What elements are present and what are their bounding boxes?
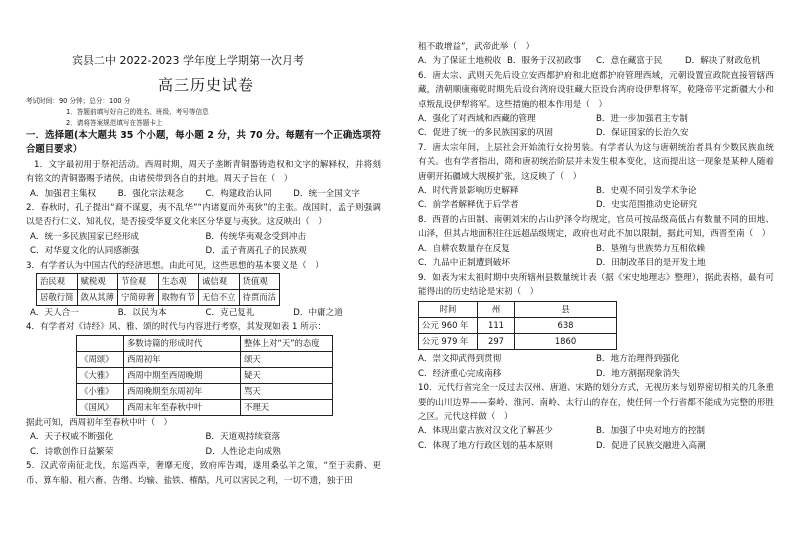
table-cell [77,335,124,351]
option[interactable]: A．体现出蒙古族对汉文化了解甚少 [418,426,553,437]
question-2-options-row1 [26,230,381,244]
option[interactable]: D．中庸之道 [293,308,343,319]
option[interactable]: C．促进了统一的多民族国家的巩固 [418,128,553,139]
table-row [37,274,280,290]
table-cell: 无信不立 [199,290,240,306]
table-cell: 骂天 [241,383,333,399]
question-1-options [26,187,381,201]
table-cell: 《周颂》 [77,351,124,367]
table-cell: 西周中期至西周晚期 [124,367,241,383]
question-9-table [418,301,617,350]
option[interactable]: A．加强君主集权 [30,188,97,199]
option[interactable]: D．促进了民族交融进入高潮 [596,440,706,451]
question-5-options-row1 [418,54,774,68]
question-4-options-row2 [26,445,381,459]
table-row [77,383,333,399]
table-cell: 638 [515,318,617,334]
table-row [77,399,333,415]
option[interactable]: D．保证国家的长治久安 [596,128,689,139]
table-cell: 111 [478,318,515,334]
table-cell: 时间 [419,302,478,318]
table-cell: 居敬行简 [37,290,78,306]
right-column [418,40,774,453]
option[interactable]: B．天道观持续衰落 [205,432,281,443]
table-row [419,334,617,350]
table-cell: 297 [478,334,515,350]
table-cell: 敛从其薄 [77,290,118,306]
table-row [37,290,280,306]
question-9-stem: 9．如表为宋太祖时期中央所辖州县数量统计表（据《宋史地理志》整理），据此表格，最有可能得出的历史结论是宋初（ ） [418,272,774,297]
table-cell: 公元 960 年 [419,318,478,334]
exam-title: 宾县二中 2022-2023 学年度上学期第一次月考 [72,54,304,67]
question-10-options-row1 [418,424,774,438]
option[interactable]: D．解决了财政危机 [685,56,761,67]
table-cell: 节俭观 [118,274,159,290]
option[interactable]: B．进一步加强君主专制 [596,114,688,125]
table-cell: 颂天 [241,351,333,367]
option[interactable]: A．为了保证土地税收 [418,56,502,67]
table-cell: 整体上对“天”的态度 [241,335,333,351]
left-column [26,96,381,488]
option[interactable]: D．地方割据现象消失 [596,368,680,379]
option[interactable]: C．九品中正制遭到破坏 [418,258,510,269]
table-row [419,302,617,318]
option[interactable]: A．统一多民族国家已经形成 [30,231,140,242]
option[interactable]: B．加强了中央对地方的控制 [596,426,706,437]
option[interactable]: C．意在藏富于民 [596,56,663,67]
option[interactable]: D．统一全国文字 [293,188,361,199]
question-6-options-row2 [418,126,774,140]
question-8-options-row1 [418,242,774,256]
question-7-stem: 7．唐太宗年间，上层社会开始流行女扮男装。有学者认为这与唐朝统治者具有少数民族血统有关。也有学者指出，隋和唐初统治阶层并未发生根本变化，这而提出这一现象是某种人随着唐朝开拓疆域大规模扩张，这反映了（ ） [418,142,774,182]
note-2: 2．请将答案规范填写在答题卡上 [66,119,163,127]
table-cell: 1860 [515,334,617,350]
question-8-stem: 8．西晋的占田制、南朝刘宋的占山护泽令均规定，官员可按品级高低占有数量不同的田地、山泽，但其占地面积往往远超品级规定，政府也对此不加以限制，据此可知，西晋至南（ ） [418,214,774,240]
table-row [77,351,333,367]
option[interactable]: A．崇文抑武得到贯彻 [418,354,502,365]
table-cell: 《小雅》 [77,383,124,399]
option[interactable]: C．诗歌创作日益繁荣 [30,446,114,457]
question-9-options-row2 [418,367,774,381]
question-3-options [26,306,381,320]
table-cell: 公元 979 年 [419,334,478,350]
option[interactable]: D．史实范围推动史论研究 [596,200,698,211]
table-cell: 宁简毋奢 [118,290,159,306]
question-6-stem: 6．唐太宗、武则天先后设立安西都护府和北庭都护府管理西域，元朝设置宣政院直接管辖西藏，清朝顺康雍乾时期先后设台湾府设驻藏大臣设台湾府设伊犁将军，乾隆帝平定新疆大小和卓叛乱设伊犁将军。这些措施的根本作用是（ ） [418,70,774,110]
option[interactable]: A．天子权威不断强化 [30,432,114,443]
question-2-stem: 2．春秋时，孔子提出“裔不谋夏，夷不乱华”“内诸夏而外夷狄”的主张。战国时，孟子则强调以是否行仁义、知礼仪，是否接受华夏文化来区分华夏与夷狄。这反映出（ ） [26,203,381,228]
option[interactable]: C．经济重心完成南移 [418,368,502,379]
option[interactable]: B．垦殖与世族势力互相依赖 [596,243,706,254]
option[interactable]: B．地方治理得到强化 [596,354,680,365]
question-5-tail: 租不敢增益”，武帝此举（ ） [418,42,535,52]
table-cell: 西周末年至春秋中叶 [124,399,241,415]
option[interactable]: D．人性论走向成熟 [205,446,281,457]
question-6-options-row1 [418,112,774,126]
question-4-tail: 据此可知，西周初年至春秋中叶（ ） [26,417,173,428]
question-2-options-row2 [26,244,381,258]
option[interactable]: A．天人合一 [30,308,79,319]
table-cell: 待贾而沽 [239,290,280,306]
table-cell: 西周晚期至东周初年 [124,383,241,399]
table-cell: 货值观 [239,274,280,290]
option[interactable]: C．构建政治认同 [205,188,272,199]
table-cell: 生态观 [158,274,199,290]
question-7-options-row2 [418,198,774,212]
table-cell: 不理天 [241,399,333,415]
question-3-stem: 3．有学者认为中国古代的经济思想。由此可见，这些思想的基本要义是（ ） [26,260,324,271]
option[interactable]: A．强化了对西域和西藏的管理 [418,114,536,125]
question-4-stem: 4．有学者对《诗经》风、雅、颂的时代与内容进行考察，其发现如表 1 所示： [26,322,326,333]
table-cell: 赋税观 [77,274,118,290]
option[interactable]: B．传统华夷观念受到冲击 [205,231,306,242]
option[interactable]: D．田制改革目的是开发土地 [596,258,706,269]
table-cell: 《国风》 [77,399,124,415]
option[interactable]: B．服务于汉初政事 [507,56,582,67]
option[interactable]: C．体现了地方行政区划的基本原则 [418,440,553,451]
option[interactable]: B．以民为本 [117,308,167,319]
table-cell: 县 [515,302,617,318]
question-9-options-row1 [418,352,774,366]
table-cell: 州 [478,302,515,318]
note-1: 1．答题前填写好自己的姓名、班级、考号等信息 [66,108,209,116]
question-7-options-row1 [418,184,774,198]
table-cell: 取物有节 [158,290,199,306]
table-cell: 疑天 [241,367,333,383]
table-cell: 诚信观 [199,274,240,290]
option[interactable]: A．自耕农数量存在反复 [418,243,510,254]
option[interactable]: C．克己复礼 [205,308,255,319]
question-4-options-row1 [26,430,381,444]
question-3-table [36,273,280,306]
question-8-options-row2 [418,256,774,270]
table-row [77,335,333,351]
option[interactable]: B．史观不同引发学术争论 [596,186,697,197]
option[interactable]: C．对华夏文化的认同感渐强 [30,246,140,257]
option[interactable]: D．孟子背离孔子的民族观 [205,246,307,257]
exam-subject: 高三历史试卷 [158,76,255,94]
option[interactable]: B．强化宗法观念 [117,188,184,199]
question-10-options-row2 [418,439,774,453]
question-5-stem: 5．汉武帝南征北伐，东巡西幸，奢靡无度，致府库告竭，遂用桑弘羊之策，“至于卖爵、更币、算车船、租六畜、告缗、均输、盐铁、榷酤，凡可以害民之利，一切不遗，独于田 [26,461,381,486]
table-cell: 多数诗篇的形成时代 [124,335,241,351]
exam-info: 考试时间：90 分钟；总分：100 分 [26,97,131,105]
question-1-stem: 1．文字最初用于祭祀活动。西周时期，周天子垄断青铜器铸造权和文字的解释权，并将刻有铭文的青铜器赐予诸侯，由诸侯带到各自的封地。周天子旨在（ ） [26,159,381,185]
question-4-table [76,335,333,416]
table-row [419,318,617,334]
option[interactable]: C．前学者解释优于后学者 [418,200,519,211]
table-cell: 《大雅》 [77,367,124,383]
table-cell: 治民观 [37,274,78,290]
table-cell: 西周初年 [124,351,241,367]
section-heading: 一．选择题(本大题共 35 个小题，每小题 2 分，共 70 分。每题有一个正确选项符合题目要求） [26,130,381,156]
table-row [77,367,333,383]
option[interactable]: A．时代背景影响历史解释 [418,186,519,197]
question-10-stem: 10．元代行省完全一反过去汉州、唐道、宋路的划分方式，无视历来与划界密切相关的几条重要的山川边界——秦岭、淮河、南岭、太行山的存在，使任何一个行省都不能成为完整的形胜之区。元代这样做（ ） [418,383,774,422]
